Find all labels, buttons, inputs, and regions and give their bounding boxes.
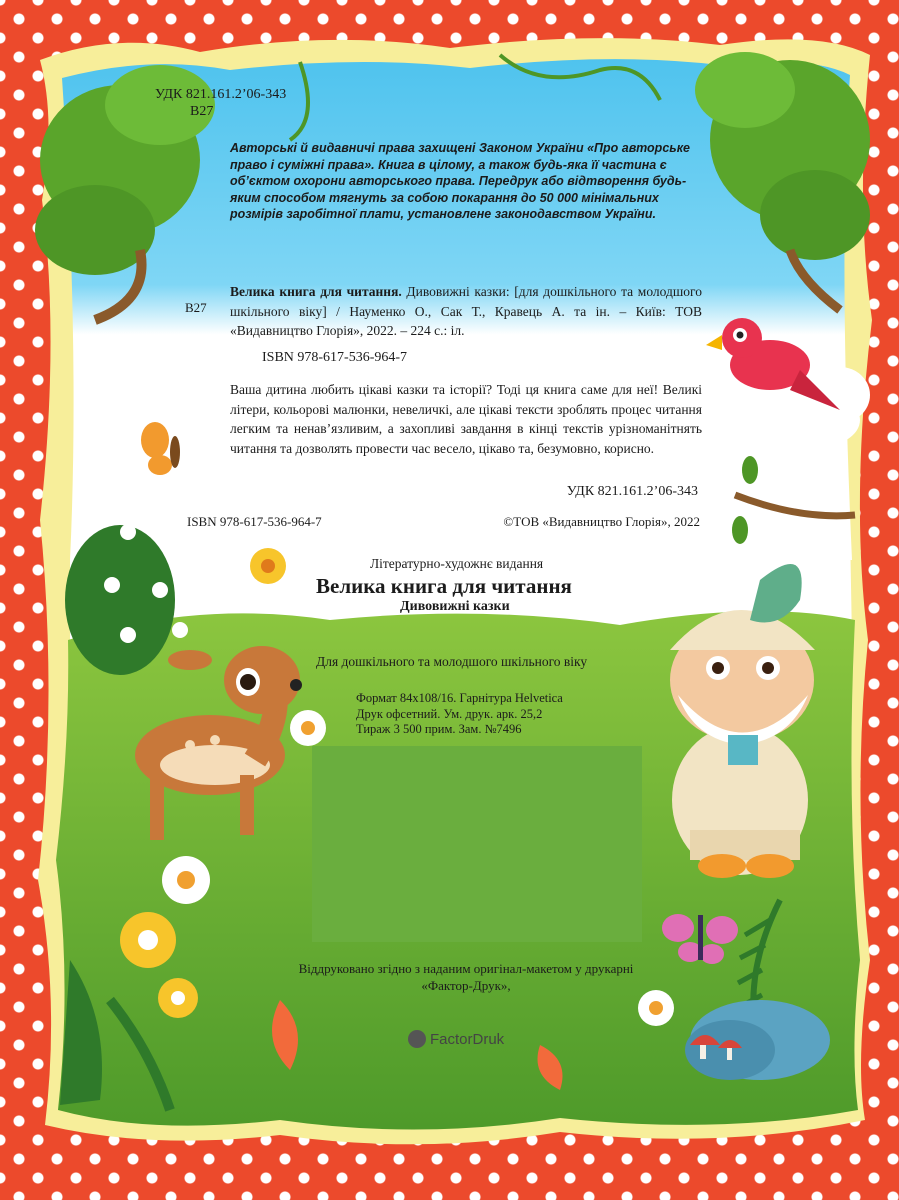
- udk-code-right: УДК 821.161.2’06-343: [566, 484, 698, 499]
- printer-logo: [408, 1030, 504, 1048]
- age-group: Для дошкільного та молодшого шкільного віку: [316, 654, 588, 669]
- printing-house-note: [296, 960, 636, 994]
- print-specs: [356, 691, 616, 738]
- book-title: Велика книга для читання: [316, 574, 572, 598]
- logo-text: FactorDruk: [430, 1030, 505, 1048]
- udk-code-top: УДК 821.161.2’06-343: [155, 87, 287, 102]
- format-line: Формат 84х108/16. Гарнітура Helvetica: [356, 691, 563, 705]
- logo-icon: [408, 1030, 426, 1048]
- biblio-title: Велика книга для читання.: [230, 284, 402, 299]
- isbn-code: ISBN 978-617-536-964-7: [187, 514, 322, 529]
- blank-panel: [312, 746, 642, 942]
- isbn-biblio: ISBN 978-617-536-964-7: [262, 350, 408, 365]
- printed-line: Віддруковано згідно з наданим оригінал-макетом у друкарні: [298, 961, 634, 976]
- copyright-notice: Авторські й видавничі права захищені Законом України «Про авторське право і суміжні права». Книга в цілому, а також будь-яка її частина є об’єктом охорони авторського права. Передрук або відтворення будь-яким способом тягнуть за собою покарання до 50 000 мінімальних розмірів заробітної плати, установлене законодавством України.: [230, 141, 690, 221]
- circulation-line: Тираж 3 500 прим. Зам. №7496: [356, 722, 522, 736]
- book-subtitle: Дивовижні казки: [400, 599, 510, 614]
- publisher-copyright: ©ТОВ «Видавництво Глорія», 2022: [503, 514, 700, 529]
- printing-house-name: «Фактор-Друк»,: [421, 978, 511, 993]
- edition-type: Літературно-художнє видання: [370, 556, 544, 571]
- biblio-details: Дивовижні казки: [для дошкільного та молодшого шкільного віку] / Науменко О., Сак Т., Кравець А. та ін. – Київ: ТОВ «Видавництво Глорія», 2022. – 224 с.: іл.: [230, 284, 702, 338]
- print-type-line: Друк офсетний. Ум. друк. арк. 25,2: [356, 706, 543, 721]
- bibliographic-description: [230, 282, 702, 341]
- classification-code-biblio: В27: [185, 300, 207, 315]
- classification-code-top: В27: [190, 104, 214, 119]
- book-annotation: Ваша дитина любить цікаві казки та історії? Тоді ця книга саме для неї! Великі літери, кольорові малюнки, невеличкі, але цікаві тексти зроблять процес читання легким та ненав’язливим, а захопливі завдання в кінці текстів урізноманітнять читання та дозволять провести час весело, цікаво та, безумовно, корисно.: [230, 382, 702, 456]
